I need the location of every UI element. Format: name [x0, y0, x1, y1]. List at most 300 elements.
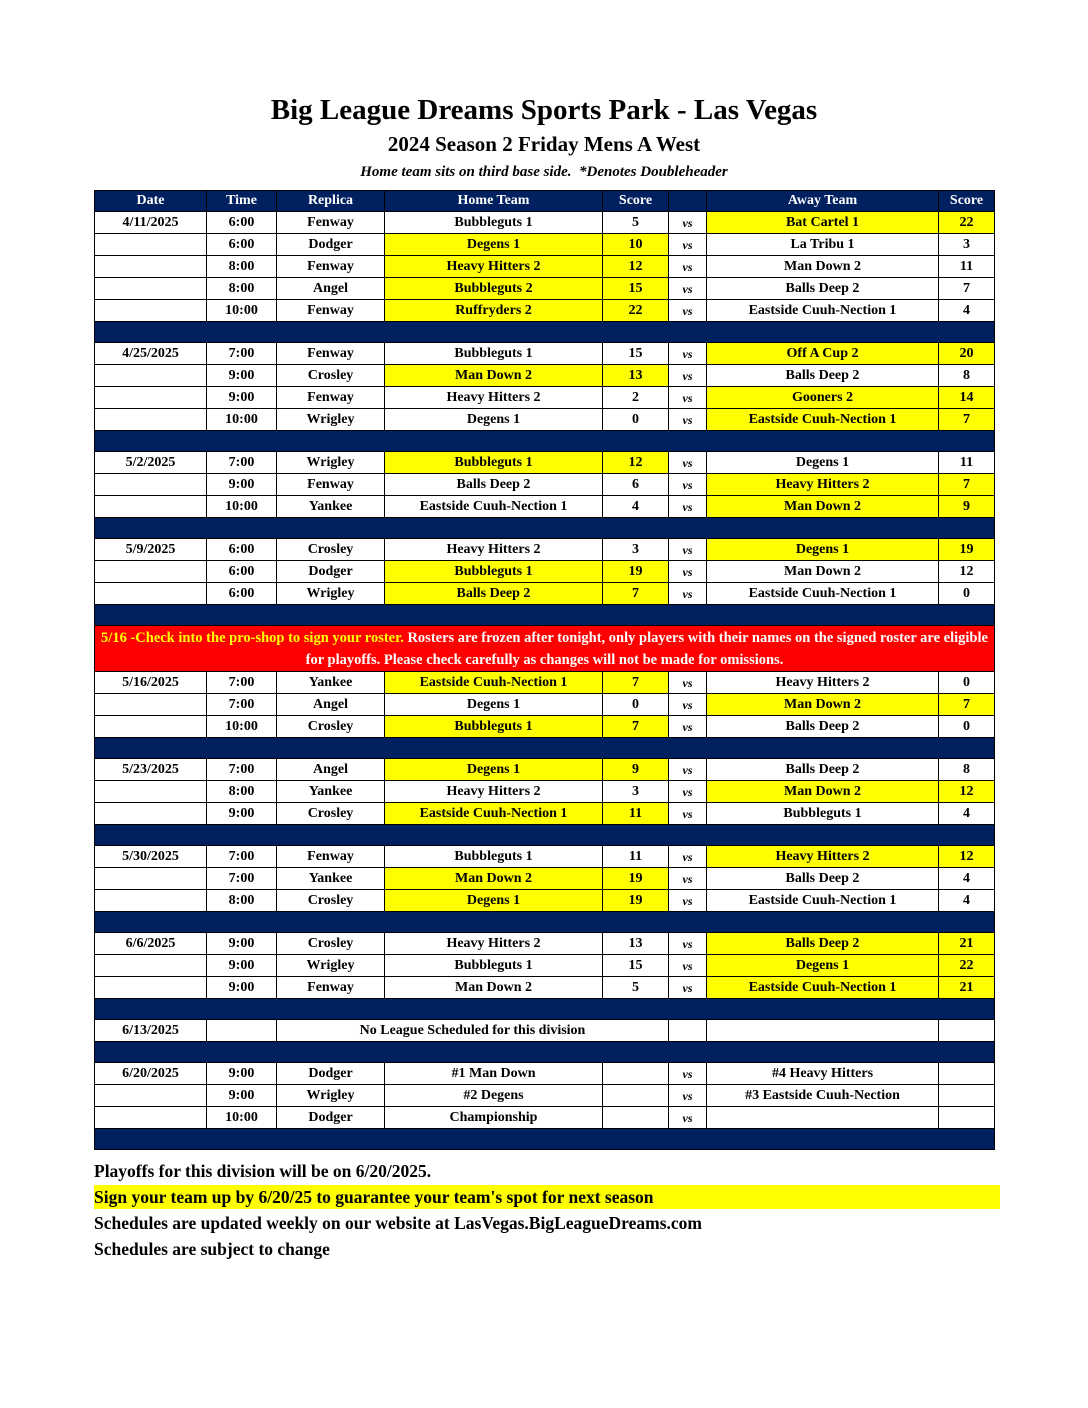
away-score: 4	[939, 803, 995, 825]
away-score: 12	[939, 781, 995, 803]
game-replica: Angel	[277, 278, 385, 300]
game-row	[95, 561, 995, 583]
vs-label: vs	[669, 583, 707, 605]
game-time: 10:00	[207, 409, 277, 431]
game-time: 6:00	[207, 561, 277, 583]
game-replica: Wrigley	[277, 452, 385, 474]
home-score	[603, 1063, 669, 1085]
away-score: 4	[939, 868, 995, 890]
home-team: Degens 1	[385, 759, 603, 781]
game-time: 9:00	[207, 1063, 277, 1085]
footer-playoffs-note: Playoffs for this division will be on 6/20/2025.	[94, 1161, 432, 1181]
game-replica: Yankee	[277, 868, 385, 890]
vs-label: vs	[669, 977, 707, 999]
away-score: 8	[939, 365, 995, 387]
home-score: 4	[603, 496, 669, 518]
away-team: Eastside Cuuh-Nection 1	[707, 977, 939, 999]
home-team: Degens 1	[385, 409, 603, 431]
home-score: 15	[603, 343, 669, 365]
col-header-date: Date	[95, 191, 207, 212]
game-date	[95, 561, 207, 583]
game-row	[95, 474, 995, 496]
away-score: 7	[939, 694, 995, 716]
vs-label: vs	[669, 452, 707, 474]
page-title: Big League Dreams Sports Park - Las Vegas	[270, 94, 818, 126]
vs-label: vs	[669, 803, 707, 825]
vs-label: vs	[669, 933, 707, 955]
vs-label: vs	[669, 365, 707, 387]
away-score	[939, 1085, 995, 1107]
home-score: 19	[603, 561, 669, 583]
game-time: 10:00	[207, 300, 277, 322]
game-time: 7:00	[207, 343, 277, 365]
game-replica: Wrigley	[277, 955, 385, 977]
home-team: Man Down 2	[385, 977, 603, 999]
separator-bar	[95, 999, 995, 1020]
game-replica: Fenway	[277, 256, 385, 278]
home-team: Heavy Hitters 2	[385, 933, 603, 955]
game-date	[95, 278, 207, 300]
game-row	[95, 933, 995, 955]
game-row	[95, 955, 995, 977]
game-time: 9:00	[207, 387, 277, 409]
game-date: 5/23/2025	[95, 759, 207, 781]
home-team: Bubbleguts 1	[385, 716, 603, 738]
game-row	[95, 387, 995, 409]
away-team: Heavy Hitters 2	[707, 846, 939, 868]
separator-bar	[95, 912, 995, 933]
vs-label: vs	[669, 343, 707, 365]
away-team: Eastside Cuuh-Nection 1	[707, 890, 939, 912]
game-date	[95, 474, 207, 496]
page-subtitle: 2024 Season 2 Friday Mens A West	[387, 132, 701, 156]
col-header-score: Score	[603, 191, 669, 212]
away-score: 4	[939, 890, 995, 912]
game-replica: Yankee	[277, 496, 385, 518]
banner-highlight-text: 5/16 -Check into the pro-shop to sign your roster.	[101, 629, 404, 646]
game-row	[95, 868, 995, 890]
away-team: Man Down 2	[707, 781, 939, 803]
away-team: Balls Deep 2	[707, 278, 939, 300]
home-score: 15	[603, 955, 669, 977]
header-row	[95, 191, 995, 212]
home-team: Man Down 2	[385, 365, 603, 387]
game-date: 6/20/2025	[95, 1063, 207, 1085]
game-date	[95, 781, 207, 803]
game-row	[95, 343, 995, 365]
away-team: Heavy Hitters 2	[707, 672, 939, 694]
away-score: 0	[939, 583, 995, 605]
vs-label: vs	[669, 890, 707, 912]
game-time: 7:00	[207, 846, 277, 868]
home-score: 7	[603, 583, 669, 605]
game-date: 5/2/2025	[95, 452, 207, 474]
game-time: 9:00	[207, 977, 277, 999]
col-header-score: Score	[939, 191, 995, 212]
game-time	[207, 1020, 277, 1042]
game-time: 8:00	[207, 781, 277, 803]
game-time: 9:00	[207, 1085, 277, 1107]
separator-bar	[95, 431, 995, 452]
game-time: 8:00	[207, 278, 277, 300]
game-date	[95, 1085, 207, 1107]
home-score: 7	[603, 672, 669, 694]
game-row	[95, 977, 995, 999]
game-replica: Yankee	[277, 672, 385, 694]
col-header-vs	[669, 191, 707, 212]
home-team: Bubbleguts 1	[385, 846, 603, 868]
away-score: 22	[939, 955, 995, 977]
away-team: Degens 1	[707, 452, 939, 474]
vs-label: vs	[669, 539, 707, 561]
away-team: Bat Cartel 1	[707, 212, 939, 234]
vs-label: vs	[669, 234, 707, 256]
vs-label: vs	[669, 694, 707, 716]
vs-label: vs	[669, 278, 707, 300]
home-team: Heavy Hitters 2	[385, 781, 603, 803]
separator-row	[95, 912, 995, 933]
home-score: 11	[603, 803, 669, 825]
away-team: Bubbleguts 1	[707, 803, 939, 825]
game-row	[95, 890, 995, 912]
game-row	[95, 300, 995, 322]
game-date	[95, 365, 207, 387]
home-score: 19	[603, 868, 669, 890]
game-row	[95, 539, 995, 561]
game-time: 6:00	[207, 583, 277, 605]
game-date: 4/11/2025	[95, 212, 207, 234]
separator-bar	[95, 1129, 995, 1150]
separator-bar	[95, 825, 995, 846]
col-header-home-team: Home Team	[385, 191, 603, 212]
vs-label: vs	[669, 409, 707, 431]
game-date	[95, 256, 207, 278]
away-score: 7	[939, 474, 995, 496]
separator-row	[95, 1129, 995, 1150]
vs-label: vs	[669, 496, 707, 518]
vs-label: vs	[669, 846, 707, 868]
footer-website-note: Schedules are updated weekly on our website at LasVegas.BigLeagueDreams.com	[94, 1213, 702, 1233]
no-league-row	[95, 1020, 995, 1042]
game-row	[95, 278, 995, 300]
game-row	[95, 212, 995, 234]
game-replica: Yankee	[277, 781, 385, 803]
away-team: Eastside Cuuh-Nection 1	[707, 300, 939, 322]
game-time: 7:00	[207, 694, 277, 716]
vs-label: vs	[669, 716, 707, 738]
home-score: 0	[603, 409, 669, 431]
col-header-away-team: Away Team	[707, 191, 939, 212]
home-team: Balls Deep 2	[385, 583, 603, 605]
game-date	[95, 716, 207, 738]
game-date	[95, 409, 207, 431]
home-team-note: Home team sits on third base side. *Denotes Doubleheader	[360, 164, 728, 180]
col-header-time: Time	[207, 191, 277, 212]
game-replica: Crosley	[277, 539, 385, 561]
away-team: Eastside Cuuh-Nection 1	[707, 583, 939, 605]
game-date: 5/30/2025	[95, 846, 207, 868]
away-team: Off A Cup 2	[707, 343, 939, 365]
away-team: Man Down 2	[707, 561, 939, 583]
game-date	[95, 955, 207, 977]
home-score: 3	[603, 781, 669, 803]
vs-label: vs	[669, 1107, 707, 1129]
game-time: 7:00	[207, 452, 277, 474]
game-replica: Fenway	[277, 387, 385, 409]
away-team: #4 Heavy Hitters	[707, 1063, 939, 1085]
home-score: 11	[603, 846, 669, 868]
game-date	[95, 234, 207, 256]
home-score	[603, 1107, 669, 1129]
banner-body-text: Rosters are frozen after tonight, only players with their names on the signed roster are eligible for playoffs. Please check carefully as changes will not be made for omissions.	[305, 629, 988, 668]
away-team: Degens 1	[707, 539, 939, 561]
home-team: Bubbleguts 1	[385, 212, 603, 234]
game-row	[95, 452, 995, 474]
home-team: Man Down 2	[385, 868, 603, 890]
col-header-replica: Replica	[277, 191, 385, 212]
away-score: 14	[939, 387, 995, 409]
game-row	[95, 672, 995, 694]
game-date: 4/25/2025	[95, 343, 207, 365]
document-footer	[94, 1159, 1088, 1261]
game-replica: Dodger	[277, 1107, 385, 1129]
game-replica: Dodger	[277, 1063, 385, 1085]
home-score: 22	[603, 300, 669, 322]
separator-row	[95, 738, 995, 759]
game-replica: Crosley	[277, 365, 385, 387]
home-team: Bubbleguts 1	[385, 343, 603, 365]
vs-label: vs	[669, 387, 707, 409]
roster-freeze-banner	[95, 626, 995, 672]
game-replica: Dodger	[277, 561, 385, 583]
game-replica: Fenway	[277, 977, 385, 999]
away-score: 7	[939, 278, 995, 300]
home-score: 2	[603, 387, 669, 409]
home-team: Degens 1	[385, 890, 603, 912]
home-team: Balls Deep 2	[385, 474, 603, 496]
home-score: 5	[603, 977, 669, 999]
away-score: 0	[939, 716, 995, 738]
away-team: Gooners 2	[707, 387, 939, 409]
separator-bar	[95, 1042, 995, 1063]
home-score: 19	[603, 890, 669, 912]
game-time: 9:00	[207, 955, 277, 977]
game-replica: Fenway	[277, 212, 385, 234]
vs-label: vs	[669, 212, 707, 234]
game-time: 10:00	[207, 1107, 277, 1129]
game-time: 8:00	[207, 256, 277, 278]
game-row	[95, 256, 995, 278]
game-date	[95, 583, 207, 605]
game-replica: Crosley	[277, 716, 385, 738]
home-team: Bubbleguts 2	[385, 278, 603, 300]
game-date: 5/9/2025	[95, 539, 207, 561]
home-team: Championship	[385, 1107, 603, 1129]
home-score: 12	[603, 256, 669, 278]
home-score: 12	[603, 452, 669, 474]
game-replica: Wrigley	[277, 1085, 385, 1107]
game-date	[95, 300, 207, 322]
game-replica: Fenway	[277, 846, 385, 868]
separator-bar	[95, 605, 995, 626]
game-replica: Wrigley	[277, 583, 385, 605]
away-score: 20	[939, 343, 995, 365]
game-time: 7:00	[207, 672, 277, 694]
away-score	[939, 1020, 995, 1042]
away-score: 12	[939, 846, 995, 868]
game-row	[95, 583, 995, 605]
game-time: 9:00	[207, 474, 277, 496]
game-date	[95, 890, 207, 912]
home-team: #2 Degens	[385, 1085, 603, 1107]
game-time: 6:00	[207, 539, 277, 561]
vs-label: vs	[669, 955, 707, 977]
game-replica: Fenway	[277, 343, 385, 365]
vs-label: vs	[669, 759, 707, 781]
game-time: 9:00	[207, 365, 277, 387]
game-date: 6/13/2025	[95, 1020, 207, 1042]
away-score: 9	[939, 496, 995, 518]
game-row	[95, 694, 995, 716]
game-time: 10:00	[207, 716, 277, 738]
home-team: Eastside Cuuh-Nection 1	[385, 672, 603, 694]
away-score: 7	[939, 409, 995, 431]
home-score	[603, 1085, 669, 1107]
away-team: Balls Deep 2	[707, 365, 939, 387]
home-score: 13	[603, 933, 669, 955]
away-score: 11	[939, 256, 995, 278]
game-row	[95, 1085, 995, 1107]
game-row	[95, 1063, 995, 1085]
separator-row	[95, 322, 995, 343]
away-team: Man Down 2	[707, 496, 939, 518]
away-team	[707, 1020, 939, 1042]
home-team: Heavy Hitters 2	[385, 539, 603, 561]
away-team: Man Down 2	[707, 694, 939, 716]
game-time: 7:00	[207, 759, 277, 781]
game-replica: Fenway	[277, 474, 385, 496]
away-team: #3 Eastside Cuuh-Nection	[707, 1085, 939, 1107]
game-row	[95, 803, 995, 825]
home-team: Heavy Hitters 2	[385, 387, 603, 409]
home-score: 7	[603, 716, 669, 738]
separator-bar	[95, 738, 995, 759]
game-time: 8:00	[207, 890, 277, 912]
game-row	[95, 759, 995, 781]
game-date	[95, 868, 207, 890]
home-score: 15	[603, 278, 669, 300]
vs-label: vs	[669, 1063, 707, 1085]
home-score: 9	[603, 759, 669, 781]
vs-label: vs	[669, 781, 707, 803]
away-team: Balls Deep 2	[707, 933, 939, 955]
home-team: Eastside Cuuh-Nection 1	[385, 803, 603, 825]
game-date: 5/16/2025	[95, 672, 207, 694]
game-row	[95, 365, 995, 387]
separator-row	[95, 825, 995, 846]
home-team: #1 Man Down	[385, 1063, 603, 1085]
game-date	[95, 387, 207, 409]
home-team: Degens 1	[385, 234, 603, 256]
away-score: 12	[939, 561, 995, 583]
home-score: 13	[603, 365, 669, 387]
game-replica: Crosley	[277, 933, 385, 955]
away-team: La Tribu 1	[707, 234, 939, 256]
separator-row	[95, 1042, 995, 1063]
home-score: 5	[603, 212, 669, 234]
game-time: 9:00	[207, 933, 277, 955]
home-team: Ruffryders 2	[385, 300, 603, 322]
vs-empty	[669, 1020, 707, 1042]
away-score: 0	[939, 672, 995, 694]
vs-label: vs	[669, 256, 707, 278]
game-date	[95, 803, 207, 825]
game-row	[95, 781, 995, 803]
game-row	[95, 846, 995, 868]
home-team: Eastside Cuuh-Nection 1	[385, 496, 603, 518]
game-time: 9:00	[207, 803, 277, 825]
vs-label: vs	[669, 561, 707, 583]
game-replica: Dodger	[277, 234, 385, 256]
game-replica: Crosley	[277, 890, 385, 912]
away-team: Balls Deep 2	[707, 759, 939, 781]
away-score: 22	[939, 212, 995, 234]
no-league-message: No League Scheduled for this division	[277, 1020, 669, 1042]
away-team: Degens 1	[707, 955, 939, 977]
home-score: 10	[603, 234, 669, 256]
vs-label: vs	[669, 672, 707, 694]
separator-bar	[95, 322, 995, 343]
game-time: 6:00	[207, 212, 277, 234]
away-score	[939, 1107, 995, 1129]
game-row	[95, 234, 995, 256]
separator-row	[95, 605, 995, 626]
game-date: 6/6/2025	[95, 933, 207, 955]
game-row	[95, 496, 995, 518]
home-team: Bubbleguts 1	[385, 561, 603, 583]
game-replica: Fenway	[277, 300, 385, 322]
home-score: 6	[603, 474, 669, 496]
away-score: 19	[939, 539, 995, 561]
away-score: 21	[939, 933, 995, 955]
separator-bar	[95, 518, 995, 539]
schedule-table	[94, 190, 995, 1150]
away-team: Eastside Cuuh-Nection 1	[707, 409, 939, 431]
game-date	[95, 694, 207, 716]
vs-label: vs	[669, 1085, 707, 1107]
vs-label: vs	[669, 474, 707, 496]
away-team: Heavy Hitters 2	[707, 474, 939, 496]
home-score: 3	[603, 539, 669, 561]
away-score	[939, 1063, 995, 1085]
game-row	[95, 716, 995, 738]
game-date	[95, 1107, 207, 1129]
game-row	[95, 1107, 995, 1129]
away-team: Man Down 2	[707, 256, 939, 278]
game-time: 6:00	[207, 234, 277, 256]
document-header	[0, 0, 1088, 181]
vs-label: vs	[669, 300, 707, 322]
away-team: Balls Deep 2	[707, 716, 939, 738]
footer-subject-to-change-note: Schedules are subject to change	[94, 1239, 330, 1259]
away-score: 8	[939, 759, 995, 781]
away-score: 4	[939, 300, 995, 322]
vs-label: vs	[669, 868, 707, 890]
away-score: 3	[939, 234, 995, 256]
footer-signup-note: Sign your team up by 6/20/25 to guarantee your team's spot for next season	[94, 1185, 1000, 1209]
game-date	[95, 496, 207, 518]
away-score: 21	[939, 977, 995, 999]
